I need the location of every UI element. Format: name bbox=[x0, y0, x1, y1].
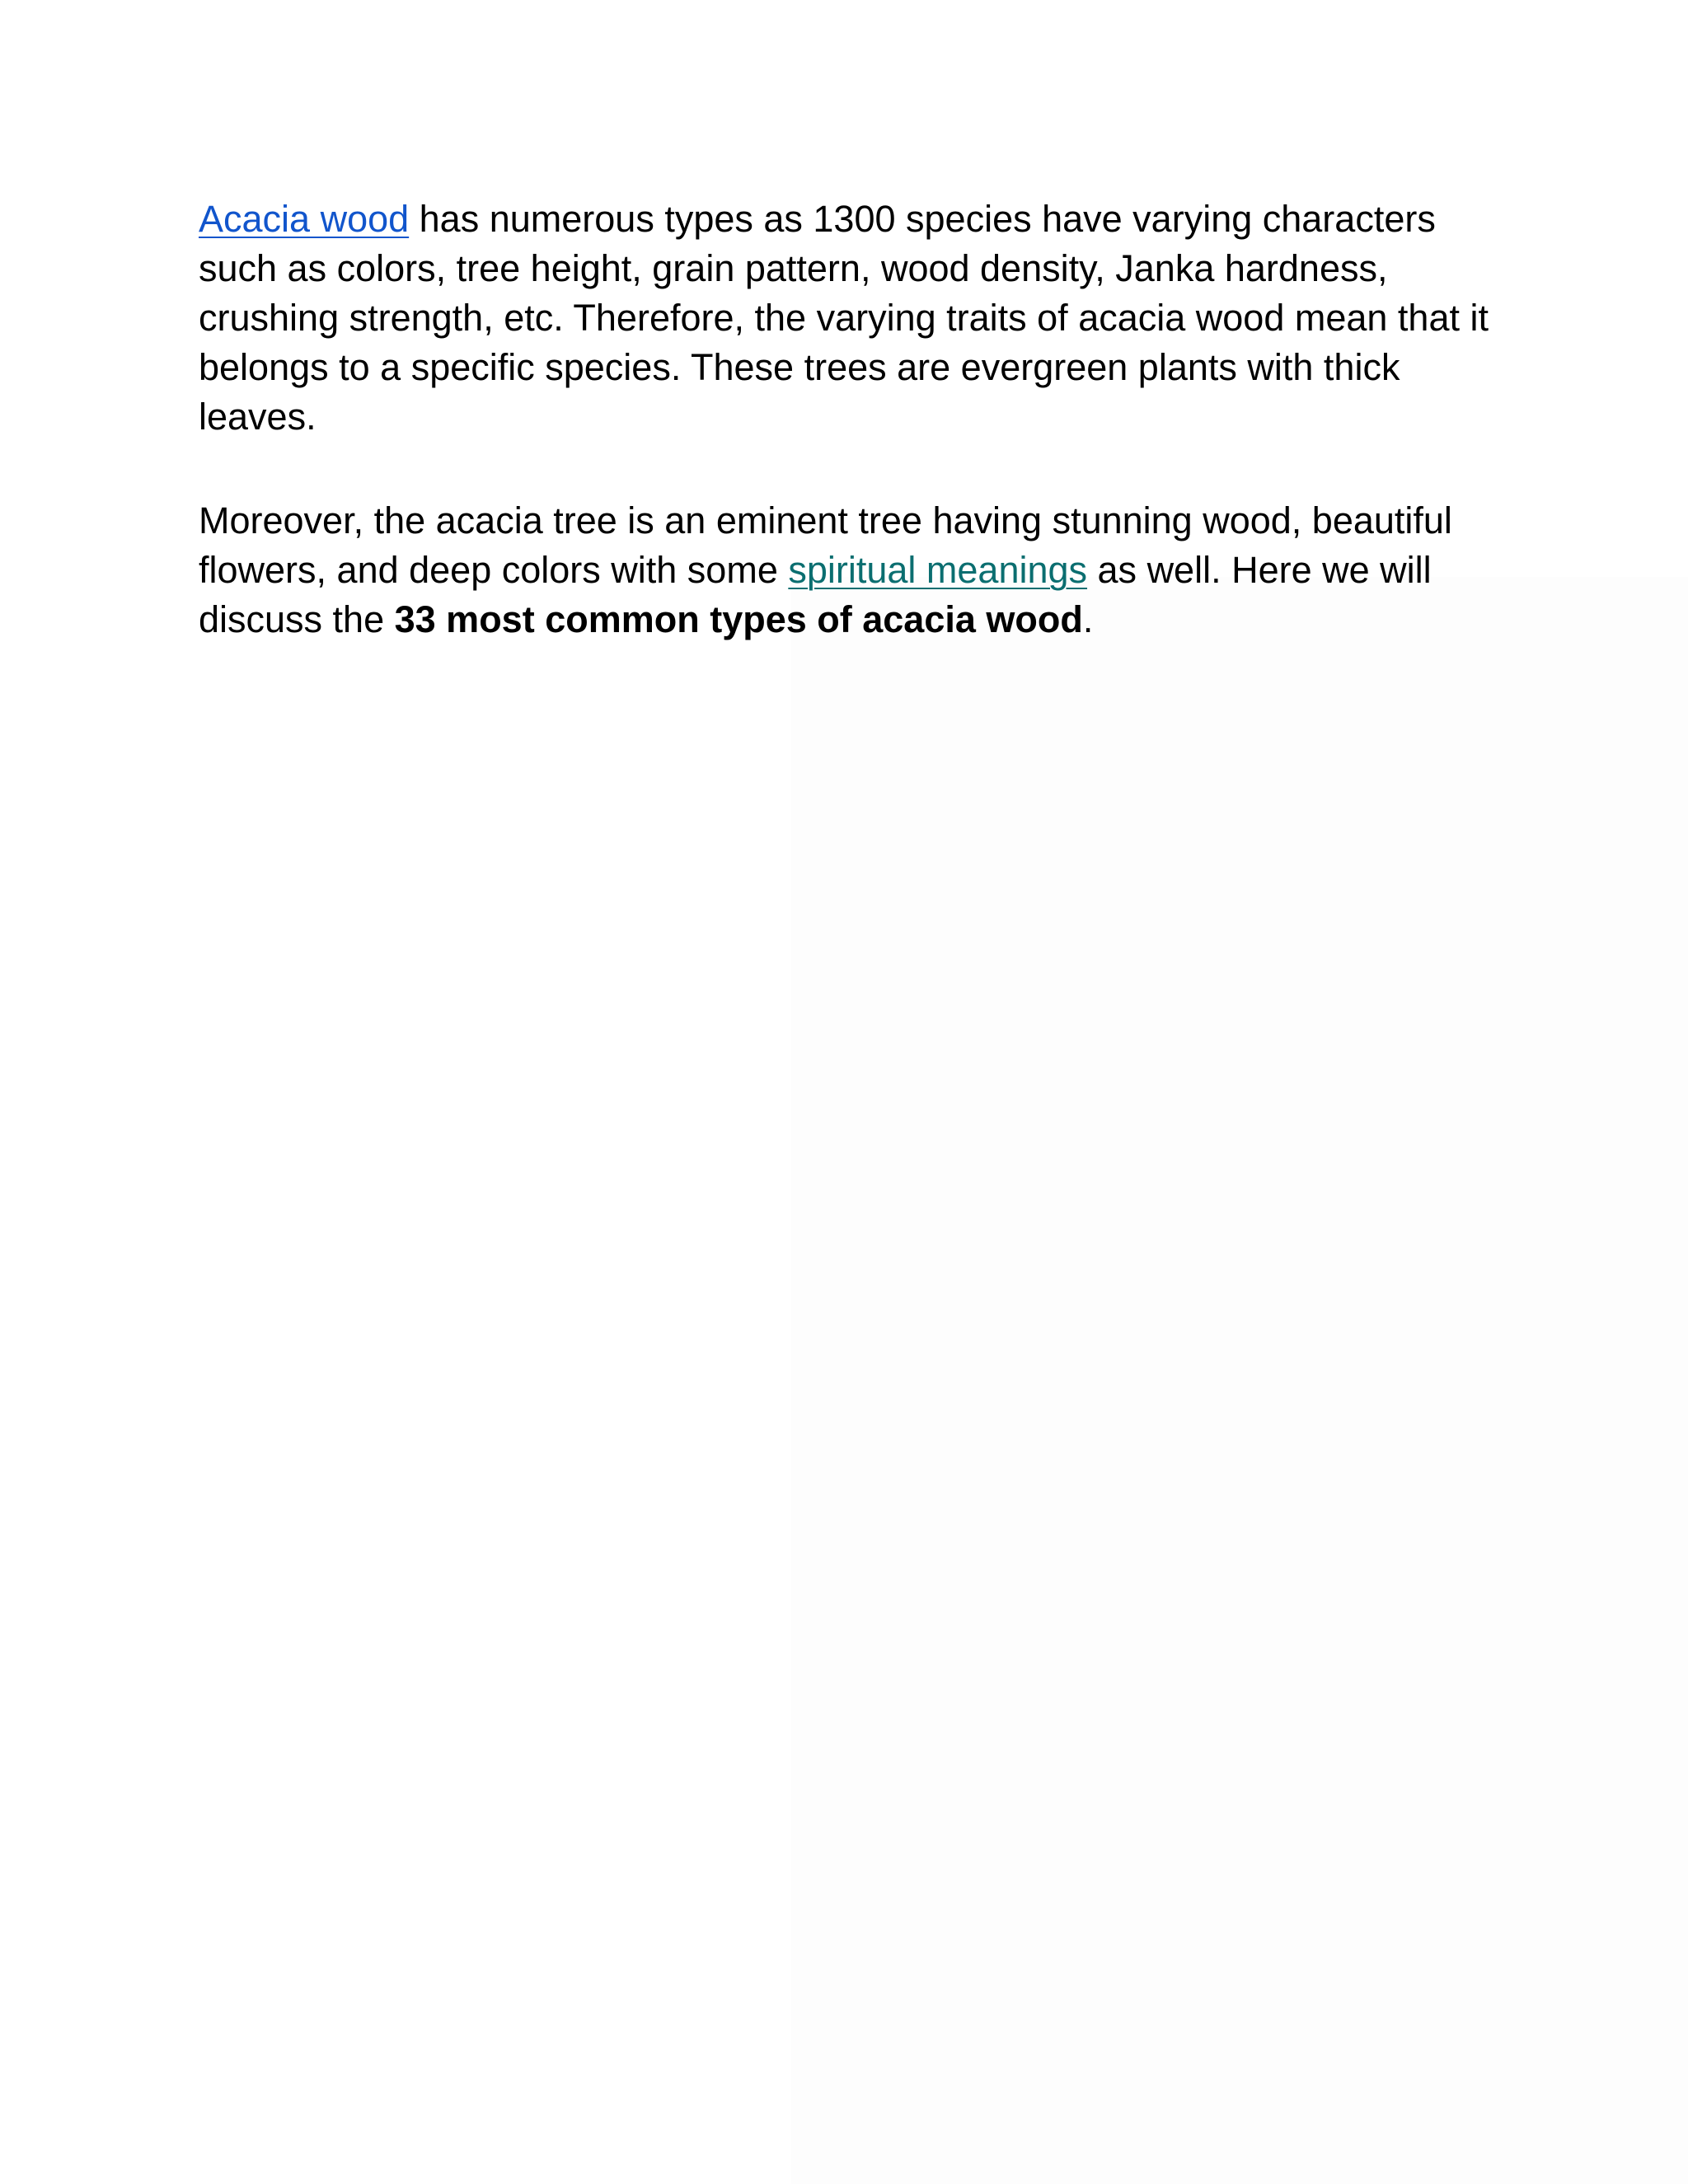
paragraph-second-text-end: . bbox=[1082, 598, 1094, 640]
spiritual-meanings-link[interactable]: spiritual meanings bbox=[788, 549, 1088, 591]
paragraph-second bbox=[199, 496, 1493, 644]
bold-highlight-text: 33 most common types of acacia wood bbox=[394, 598, 1083, 640]
paragraph-second-text-start: Moreover, the acacia tree is an eminent tree having stunning wood, beautiful flowers, and deep colors with some bbox=[199, 499, 1452, 591]
acacia-wood-link[interactable]: Acacia wood bbox=[199, 198, 410, 240]
paragraph-intro-text: has numerous types as 1300 species have varying characters such as colors, tree height, grain pattern, wood density, Janka hardness, crushing strength, etc. Therefore, the varying traits of acacia wood mean that it belongs to a specific species. These trees are evergreen plants with thick leaves. bbox=[199, 198, 1489, 438]
paragraph-second-text-middle: as well. Here we will discuss the bbox=[199, 549, 1432, 640]
document-body bbox=[199, 194, 1493, 699]
paragraph-intro bbox=[199, 194, 1493, 442]
